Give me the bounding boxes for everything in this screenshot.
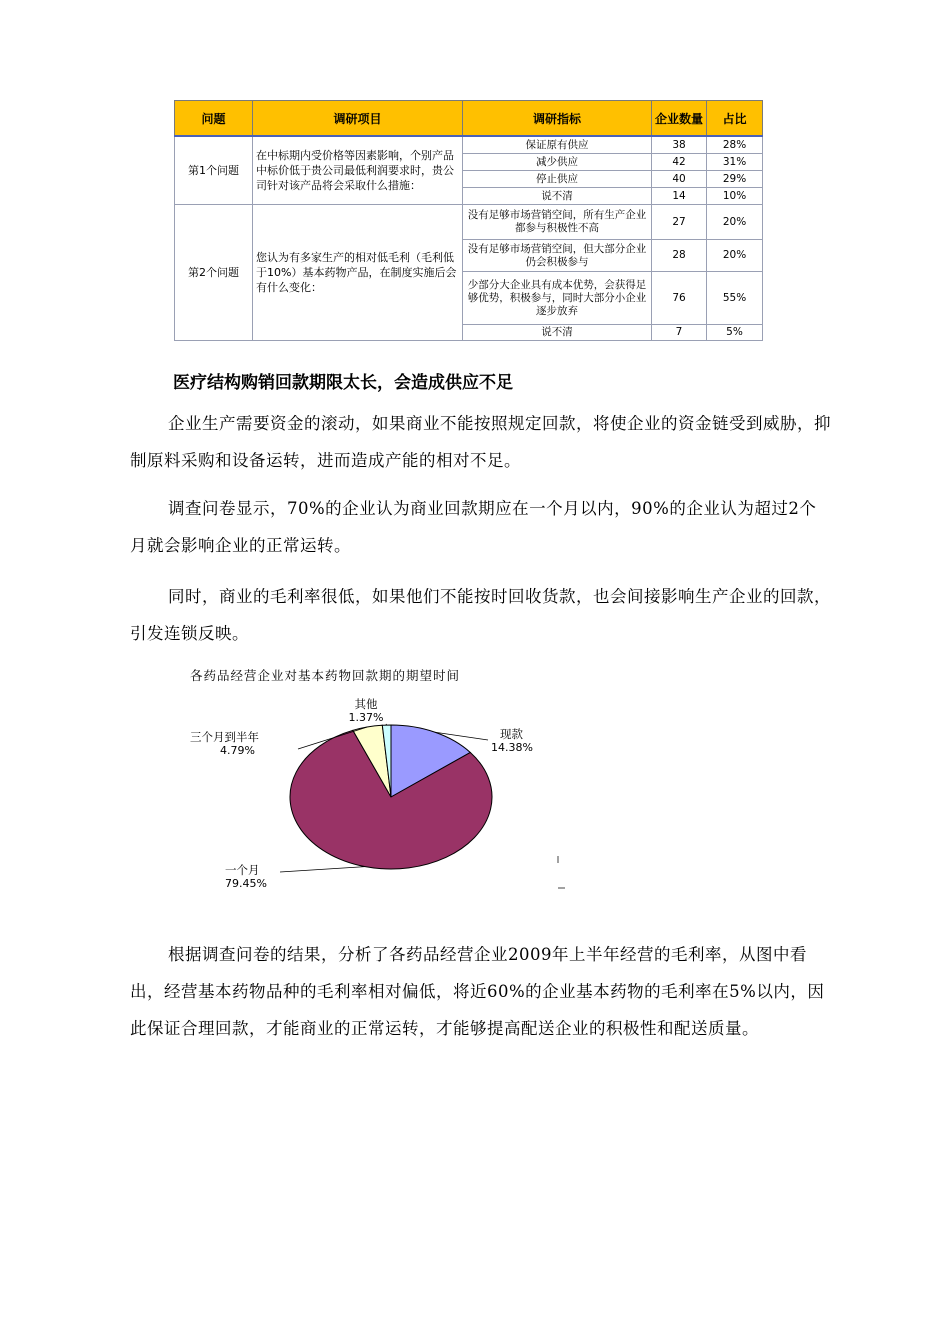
slice-value-one-month: 79.45% [225, 877, 267, 890]
slice-value-three-to-six-months: 4.79% [220, 744, 255, 757]
count-cell: 38 [652, 136, 707, 154]
ratio-cell: 5% [707, 325, 763, 341]
paragraph-cash-flow: 企业生产需要资金的滚动，如果商业不能按照规定回款，将使企业的资金链受到威胁，抑制原料采购和设备运转，进而造成产能的相对不足。 [130, 414, 831, 470]
payment-period-pie-chart [180, 662, 600, 907]
count-cell: 27 [652, 205, 707, 240]
count-cell: 42 [652, 154, 707, 171]
question-cell: 第2个问题 [175, 205, 253, 341]
ratio-cell: 20% [707, 205, 763, 240]
header-ratio: 占比 [707, 101, 763, 137]
count-cell: 7 [652, 325, 707, 341]
indicator-cell: 少部分大企业具有成本优势，会获得足够优势，积极参与，同时大部分小企业逐步放弃 [463, 272, 652, 325]
indicator-cell: 减少供应 [463, 154, 652, 171]
indicator-cell: 说不清 [463, 325, 652, 341]
leader-line [386, 724, 387, 725]
ratio-cell: 29% [707, 171, 763, 188]
leader-line [280, 867, 365, 872]
indicator-cell: 保证原有供应 [463, 136, 652, 154]
section-heading: 医疗结构购销回款期限太长，会造成供应不足 [173, 373, 513, 393]
item-cell: 在中标期内受价格等因素影响，个别产品中标价低于贵公司最低利润要求时，贵公司针对该产品将会采取什么措施： [253, 136, 463, 205]
slice-label-cash: 现款 [500, 727, 523, 741]
survey-table [174, 100, 763, 341]
indicator-cell: 说不清 [463, 188, 652, 205]
indicator-cell: 没有足够市场营销空间，所有生产企业都参与积极性不高 [463, 205, 652, 240]
chart-title: 各药品经营企业对基本药物回款期的期望时间 [190, 668, 461, 683]
count-cell: 14 [652, 188, 707, 205]
table-row [175, 205, 763, 240]
table-header-row [175, 101, 763, 137]
slice-value-other: 1.37% [348, 711, 384, 724]
header-item: 调研项目 [253, 101, 463, 137]
pie-slices [290, 725, 492, 869]
header-indicator: 调研指标 [463, 101, 652, 137]
ratio-cell: 20% [707, 240, 763, 272]
item-cell: 您认为有多家生产的相对低毛利（毛利低于10%）基本药物产品，在制度实施后会有什么变化： [253, 205, 463, 341]
count-cell: 28 [652, 240, 707, 272]
slice-label-one-month: 一个月 [225, 863, 260, 877]
slice-label-other: 其他 [354, 697, 378, 711]
header-question: 问题 [175, 101, 253, 137]
ratio-cell: 28% [707, 136, 763, 154]
count-cell: 40 [652, 171, 707, 188]
slice-label-three-to-six-months: 三个月到半年 [190, 730, 259, 744]
paragraph-margin: 同时，商业的毛利率很低，如果他们不能按时回收货款，也会间接影响生产企业的回款，引发连锁反映。 [130, 587, 831, 643]
paragraph-survey-result: 调查问卷显示，70%的企业认为商业回款期应在一个月以内，90%的企业认为超过2个月就会影响企业的正常运转。 [130, 499, 817, 555]
header-count: 企业数量 [652, 101, 707, 137]
indicator-cell: 没有足够市场营销空间，但大部分企业仍会积极参与 [463, 240, 652, 272]
ratio-cell: 31% [707, 154, 763, 171]
paragraph-conclusion: 根据调查问卷的结果，分析了各药品经营企业2009年上半年经营的毛利率，从图中看出，经营基本药物品种的毛利率相对偏低，将近60%的企业基本药物的毛利率在5%以内，因此保证合理回款，才能商业的正常运转，才能够提高配送企业的积极性和配送质量。 [130, 945, 825, 1038]
ratio-cell: 55% [707, 272, 763, 325]
count-cell: 76 [652, 272, 707, 325]
table-row [175, 136, 763, 154]
question-cell: 第1个问题 [175, 136, 253, 205]
indicator-cell: 停止供应 [463, 171, 652, 188]
ratio-cell: 10% [707, 188, 763, 205]
slice-value-cash: 14.38% [491, 741, 533, 754]
